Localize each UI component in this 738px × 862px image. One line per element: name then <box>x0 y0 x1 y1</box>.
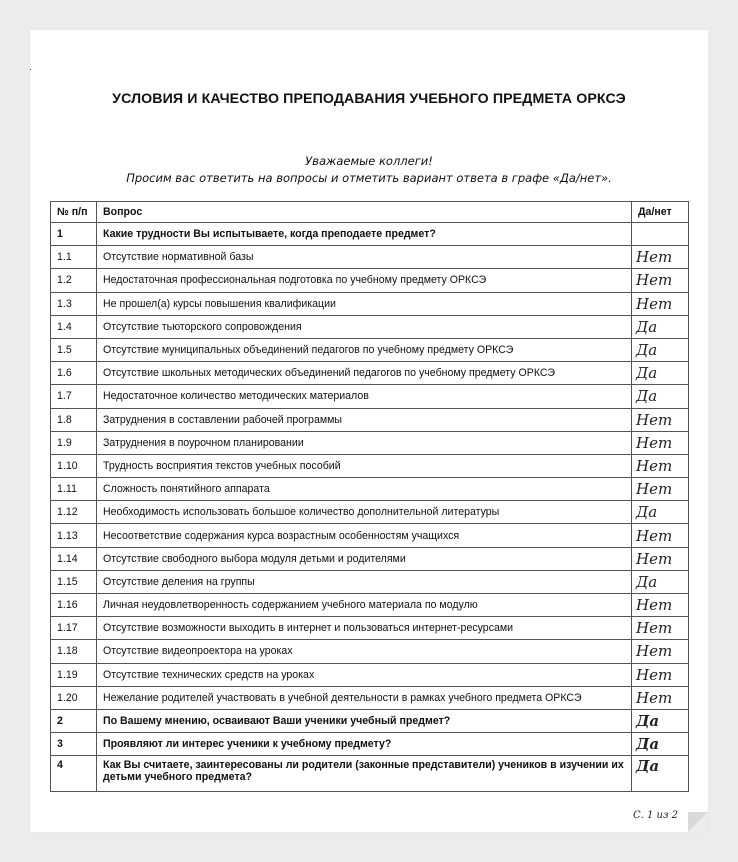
scan-mark <box>30 69 31 70</box>
row-question: Недостаточное количество методических материалов <box>97 385 632 408</box>
row-question: Как Вы считаете, заинтересованы ли родители (законные представители) учеников в изучении их детьми учебного предмета? <box>97 756 632 792</box>
table-row <box>51 640 689 663</box>
row-answer: Да <box>632 501 689 524</box>
row-question: Отсутствие школьных методических объединений педагогов по учебному предмету ОРКСЭ <box>97 362 632 385</box>
row-question: Сложность понятийного аппарата <box>97 478 632 501</box>
table-row <box>51 594 689 617</box>
row-answer: Нет <box>632 594 689 617</box>
header-answer: Да/нет <box>632 202 689 223</box>
table-row <box>51 478 689 501</box>
row-num: 1.10 <box>51 454 97 477</box>
row-answer: Нет <box>632 663 689 686</box>
intro-instruction: Просим вас ответить на вопросы и отметить вариант ответа в графе «Да/нет». <box>126 171 612 185</box>
page-number: С. 1 из 2 <box>633 810 678 821</box>
survey-table <box>50 201 689 792</box>
row-num: 1.11 <box>51 478 97 501</box>
table-row <box>51 246 689 269</box>
table-row <box>51 570 689 593</box>
row-num: 1.1 <box>51 246 97 269</box>
row-num: 1.3 <box>51 292 97 315</box>
document-title: УСЛОВИЯ И КАЧЕСТВО ПРЕПОДАВАНИЯ УЧЕБНОГО ПРЕДМЕТА ОРКСЭ <box>112 91 626 107</box>
table-row <box>51 686 689 709</box>
table-row <box>51 269 689 292</box>
row-answer: Да <box>632 733 689 756</box>
row-question: Недостаточная профессиональная подготовка по учебному предмету ОРКСЭ <box>97 269 632 292</box>
table-row <box>51 709 689 732</box>
document-page <box>30 30 708 832</box>
row-num: 1.17 <box>51 617 97 640</box>
table-row <box>51 292 689 315</box>
table-header-row <box>51 202 689 223</box>
row-answer: Нет <box>632 524 689 547</box>
row-num: 1.2 <box>51 269 97 292</box>
row-num: 1.18 <box>51 640 97 663</box>
table-row <box>51 315 689 338</box>
table-row <box>51 454 689 477</box>
row-question: Затруднения в поурочном планировании <box>97 431 632 454</box>
row-question: Отсутствие технических средств на уроках <box>97 663 632 686</box>
row-question: Отсутствие свободного выбора модуля детьми и родителями <box>97 547 632 570</box>
row-answer: Да <box>632 709 689 732</box>
row-num: 1.6 <box>51 362 97 385</box>
table-row <box>51 756 689 792</box>
row-num: 2 <box>51 709 97 732</box>
row-question: Не прошел(а) курсы повышения квалификации <box>97 292 632 315</box>
row-answer <box>632 223 689 246</box>
row-answer: Нет <box>632 454 689 477</box>
row-num: 1.13 <box>51 524 97 547</box>
row-question: Трудность восприятия текстов учебных пособий <box>97 454 632 477</box>
table-row <box>51 408 689 431</box>
row-question: Необходимость использовать большое количество дополнительной литературы <box>97 501 632 524</box>
row-answer: Да <box>632 756 689 792</box>
table-row <box>51 547 689 570</box>
row-num: 1.4 <box>51 315 97 338</box>
row-num: 1.8 <box>51 408 97 431</box>
intro-greeting: Уважаемые коллеги! <box>305 154 433 168</box>
row-answer: Да <box>632 362 689 385</box>
table-row <box>51 501 689 524</box>
table-row <box>51 385 689 408</box>
row-answer: Да <box>632 385 689 408</box>
row-num: 1.14 <box>51 547 97 570</box>
row-answer: Да <box>632 315 689 338</box>
row-question: Отсутствие тьюторского сопровождения <box>97 315 632 338</box>
row-question: Несоответствие содержания курса возрастным особенностям учащихся <box>97 524 632 547</box>
row-answer: Нет <box>632 617 689 640</box>
row-question: Отсутствие нормативной базы <box>97 246 632 269</box>
intro-text <box>30 153 708 187</box>
table-row <box>51 524 689 547</box>
row-answer: Да <box>632 570 689 593</box>
row-question: Нежелание родителей участвовать в учебной деятельности в рамках учебного предмета ОРКСЭ <box>97 686 632 709</box>
row-question: Отсутствие муниципальных объединений педагогов по учебному предмету ОРКСЭ <box>97 338 632 361</box>
row-answer: Нет <box>632 478 689 501</box>
table-row <box>51 431 689 454</box>
row-question: Проявляют ли интерес ученики к учебному предмету? <box>97 733 632 756</box>
header-num: № п/п <box>51 202 97 223</box>
row-num: 1.16 <box>51 594 97 617</box>
table-row <box>51 223 689 246</box>
page-fold-corner <box>688 812 708 832</box>
row-question: Затруднения в составлении рабочей программы <box>97 408 632 431</box>
row-num: 1.5 <box>51 338 97 361</box>
row-answer: Нет <box>632 640 689 663</box>
row-num: 1 <box>51 223 97 246</box>
row-num: 4 <box>51 756 97 792</box>
row-num: 1.19 <box>51 663 97 686</box>
row-num: 1.7 <box>51 385 97 408</box>
row-num: 1.20 <box>51 686 97 709</box>
row-answer: Нет <box>632 408 689 431</box>
row-answer: Нет <box>632 269 689 292</box>
row-question: По Вашему мнению, осваивают Ваши ученики учебный предмет? <box>97 709 632 732</box>
row-num: 1.15 <box>51 570 97 593</box>
row-answer: Нет <box>632 686 689 709</box>
row-num: 1.12 <box>51 501 97 524</box>
row-num: 1.9 <box>51 431 97 454</box>
row-answer: Нет <box>632 292 689 315</box>
row-question: Какие трудности Вы испытываете, когда преподаете предмет? <box>97 223 632 246</box>
row-answer: Нет <box>632 431 689 454</box>
row-question: Отсутствие деления на группы <box>97 570 632 593</box>
row-answer: Нет <box>632 246 689 269</box>
table-row <box>51 338 689 361</box>
row-answer: Нет <box>632 547 689 570</box>
header-question: Вопрос <box>97 202 632 223</box>
row-answer: Да <box>632 338 689 361</box>
table-row <box>51 663 689 686</box>
row-num: 3 <box>51 733 97 756</box>
table-row <box>51 617 689 640</box>
row-question: Отсутствие видеопроектора на уроках <box>97 640 632 663</box>
table-row <box>51 362 689 385</box>
row-question: Отсутствие возможности выходить в интернет и пользоваться интернет-ресурсами <box>97 617 632 640</box>
row-question: Личная неудовлетворенность содержанием учебного материала по модулю <box>97 594 632 617</box>
table-row <box>51 733 689 756</box>
